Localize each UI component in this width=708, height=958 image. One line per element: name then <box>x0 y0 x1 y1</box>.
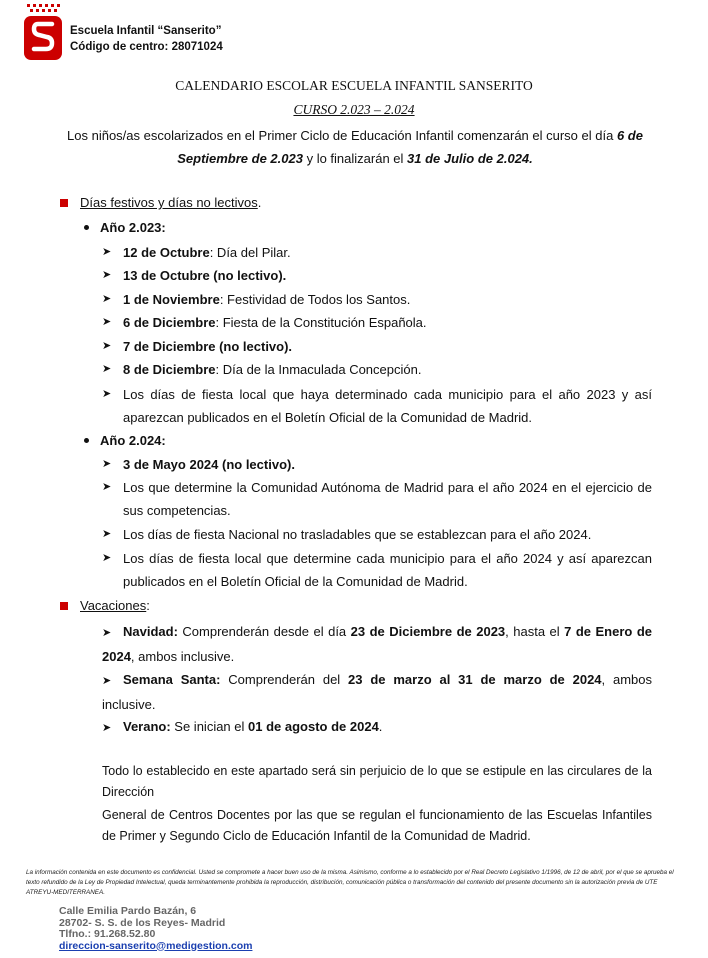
contact-block <box>59 906 252 952</box>
end-date: 31 de Julio de 2.024. <box>407 151 533 166</box>
address-line-2: 28702- S. S. de los Reyes- Madrid <box>59 916 226 929</box>
summer-text-1: Se inician el <box>170 719 249 734</box>
year-2024-label: Año 2.024: <box>100 433 166 448</box>
intro-text-1: Los niños/as escolarizados en el Primer Ciclo de Educación Infantil comenzarán el curso el día <box>67 128 617 143</box>
vacation-easter <box>102 668 652 716</box>
summer-label: Verano: <box>123 719 171 734</box>
item-bold: 1 de Noviembre <box>123 292 220 307</box>
item-text: Los días de fiesta local que haya determinado cada municipio para el año 2023 y así aparezcan publicados en el Boletín Oficial de la Comunidad de Madrid. <box>123 387 652 425</box>
list-item <box>102 547 652 593</box>
arrow-bullet-icon: ➤ <box>102 246 112 258</box>
christmas-text-2: , hasta el <box>505 624 565 639</box>
summer-text-2: . <box>378 719 383 734</box>
red-square-bullet-icon <box>60 199 68 207</box>
holidays-heading <box>60 195 261 210</box>
list-item <box>102 523 652 546</box>
vacations-heading <box>60 598 150 613</box>
easter-dates: 23 de marzo al 31 de marzo de 2024 <box>348 672 602 687</box>
item-bold: 13 de Octubre (no lectivo). <box>123 268 287 283</box>
christmas-text-1: Comprenderán desde el día <box>177 624 351 639</box>
item-text: : Día del Pilar. <box>209 245 291 260</box>
intro-text-2: y lo finalizarán el <box>302 151 408 166</box>
year-2023-label: Año 2.023: <box>100 220 166 235</box>
item-text: : Festividad de Todos los Santos. <box>219 292 411 307</box>
email-link[interactable]: direccion-sanserito@medigestion.com <box>59 939 253 952</box>
year-2024-heading <box>84 433 166 448</box>
closing-paragraph-1: Todo lo establecido en este apartado será sin perjuicio de lo que se estipule en las circulares de la Dirección <box>102 764 652 799</box>
easter-text-2: , ambos inclusive. <box>102 672 653 712</box>
list-item <box>102 453 652 476</box>
intro-paragraph <box>60 124 650 170</box>
course-year: CURSO 2.023 – 2.024 <box>293 102 415 117</box>
school-header <box>70 23 223 55</box>
closing-paragraph-2: General de Centros Docentes por las que se regulan el funcionamiento de las Escuelas Infantiles de Primer y Segundo Ciclo de Educación Infantil de la Comunidad de Madrid. <box>102 808 652 843</box>
arrow-bullet-icon: ➤ <box>102 481 112 493</box>
arrow-bullet-icon: ➤ <box>102 340 112 352</box>
item-bold: 8 de Diciembre <box>123 362 216 377</box>
arrow-bullet-icon: ➤ <box>102 269 112 281</box>
christmas-label: Navidad: <box>123 624 178 639</box>
easter-text-1: Comprenderán del <box>220 672 349 687</box>
arrow-bullet-icon: ➤ <box>102 458 112 470</box>
easter-label: Semana Santa: <box>123 672 221 687</box>
list-item <box>102 241 652 264</box>
arrow-bullet-icon: ➤ <box>102 388 112 400</box>
arrow-bullet-icon: ➤ <box>102 627 112 639</box>
arrow-bullet-icon: ➤ <box>102 316 112 328</box>
item-text: Los que determine la Comunidad Autónoma de Madrid para el año 2024 en el ejercicio de sus competencias. <box>123 480 652 518</box>
vacations-heading-punct: : <box>146 598 150 613</box>
summer-date: 01 de agosto de 2024 <box>248 719 379 734</box>
arrow-bullet-icon: ➤ <box>102 675 112 687</box>
item-bold: 3 de Mayo 2024 (no lectivo). <box>123 457 295 472</box>
arrow-bullet-icon: ➤ <box>102 722 112 734</box>
item-text: : Fiesta de la Constitución Española. <box>215 315 427 330</box>
item-text: Los días de fiesta local que determine cada municipio para el año 2024 y así aparezcan publicados en el Boletín Oficial de la Comunidad de Madrid. <box>123 551 652 589</box>
arrow-bullet-icon: ➤ <box>102 293 112 305</box>
item-text: : Día de la Inmaculada Concepción. <box>215 362 422 377</box>
start-date: 6 de Septiembre de 2.023 <box>177 128 643 166</box>
list-item <box>102 476 652 522</box>
page-title: CALENDARIO ESCOLAR ESCUELA INFANTIL SANSERITO <box>175 78 533 93</box>
item-bold: 12 de Octubre <box>123 245 210 260</box>
item-bold: 6 de Diciembre <box>123 315 216 330</box>
list-item <box>102 335 652 358</box>
list-item <box>102 311 652 334</box>
bullet-dot-icon <box>84 438 89 443</box>
vacation-summer <box>102 715 652 740</box>
arrow-bullet-icon: ➤ <box>102 528 112 540</box>
center-code: Código de centro: 28071024 <box>70 41 223 53</box>
comunidad-madrid-logo <box>24 4 62 60</box>
item-bold: 7 de Diciembre (no lectivo). <box>123 339 293 354</box>
bullet-dot-icon <box>84 225 89 230</box>
list-item <box>102 288 652 311</box>
legal-notice: La información contenida en este documento es confidencial. Usted se compromete a hacer buen uso de la misma. Asimismo, conforme a lo establecido por el Real Decreto Legislativo 1/1996, de 12 de abril, por el que se aprueba el texto refundido de la Ley de Propiedad Intelectual, queda terminantemente prohibida la reproducción, distribución, comunicación pública o transformación del contenido del presente documento sin la autorización previa de UTE ATREYU-MEDITERRANEA. <box>26 869 674 896</box>
list-item <box>102 383 652 429</box>
red-square-bullet-icon <box>60 602 68 610</box>
vacation-christmas <box>102 620 652 668</box>
christmas-end: 7 de Enero de 2024 <box>102 624 652 664</box>
holidays-heading-label: Días festivos y días no lectivos <box>80 195 258 210</box>
christmas-start: 23 de Diciembre de 2023 <box>350 624 506 639</box>
holidays-heading-punct: . <box>257 195 262 210</box>
address-line-1: Calle Emilia Pardo Bazán, 6 <box>59 905 197 917</box>
item-text: Los días de fiesta Nacional no trasladables que se establezcan para el año 2024. <box>123 527 592 542</box>
arrow-bullet-icon: ➤ <box>102 363 112 375</box>
vacations-heading-label: Vacaciones <box>80 598 147 613</box>
list-item <box>102 264 652 287</box>
year-2023-heading <box>84 220 166 235</box>
arrow-bullet-icon: ➤ <box>102 552 112 564</box>
list-item <box>102 358 652 381</box>
school-name: Escuela Infantil “Sanserito” <box>70 25 222 37</box>
christmas-text-3: , ambos inclusive. <box>130 649 235 664</box>
phone: Tlfno.: 91.268.52.80 <box>59 928 156 940</box>
